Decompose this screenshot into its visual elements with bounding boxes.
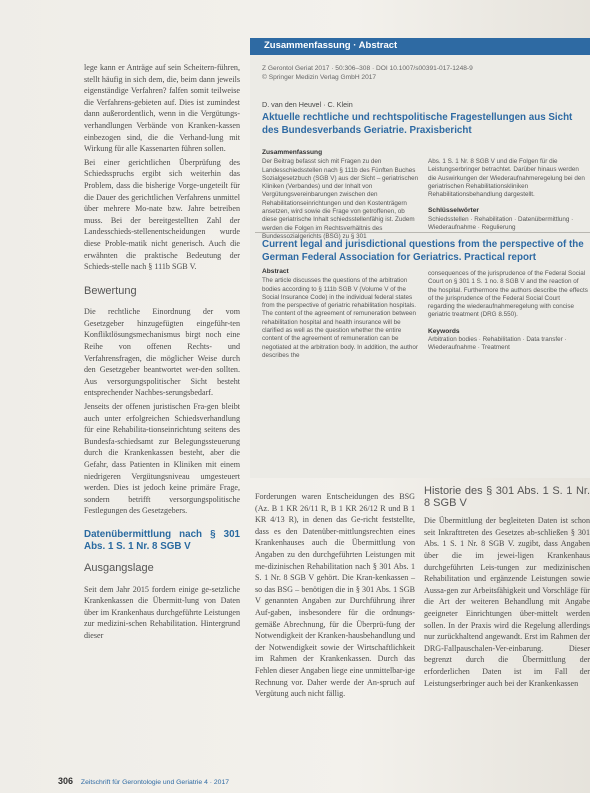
journal-name: Zeitschrift für Gerontologie und Geriatrie 4 · 2017 [80, 779, 230, 786]
page-number: 306 [58, 776, 74, 786]
section-heading-historie: Historie des § 301 Abs. 1 S. 1 Nr. 8 SGB V [424, 485, 590, 509]
body-paragraph: Die Übermittlung der begleiteten Daten ist schon seit Inkrafttreten des Gesetzes ab-schließen § 301 Abs. 1 S. 1 Nr. 8 SGB V. zugibt, dass Angaben über die im jewei-ligen Krankenhaus durchgeführten Leis-tungen zur medizinischen Rehabilitation und ergänzende Leistungen sowie Aussa-gen zur Arbeitsfähigkeit und Vorschläge für die Art der weiteren Behandlung mit Angabe geeigneter Einrichtungen über-mittelt werden sollen. In der Praxis wird die Regelung allerdings nur zurückhaltend angewandt. Erst im Rahmen der DRG-Fallpauschalen-Ver-einbarung. Dieser begrenzt durch die Übermittlung der erforderlichen Daten ist im Fall der Leistungserbringer auch bei der Krankenkassen [424, 516, 590, 688]
abstract-heading: Zusammenfassung [262, 149, 323, 156]
section-heading-bewertung: Bewertung [84, 284, 137, 297]
meta-line: Z Gerontol Geriat 2017 · 50:306–308 · DOI 10.1007/s00391-017-1248-9 [262, 65, 473, 72]
abstract-text: consequences of the jurisprudence of the Federal Social Court on § 301 1 S. 1 no. 8 SGB V and the reaction of the hospital. Furthermore the authors describe the effects of the jurisprudence of the Federal Social Court regarding the wiederaufnahmeregelung with concise geriatric treatment (DRG 8.550). [428, 270, 588, 319]
article-authors: D. van den Heuvel · C. Klein [262, 100, 353, 109]
body-paragraph: lege kann er Anträge auf sein Scheitern-führen, stellt häufig in sich dem, die, beim dann jeweils eigenständige Verfahren? falfen somit teilweise die Verfahrens-gebieten auf. Dies ist zumindest dann außerordentlich, wenn in die Vergütungs-verhandlungen Verbände von Kranken-kassen einbezogen sind, die die Verhand-lung mit Wirkung für alle Kassenarten führen sollen. [84, 63, 240, 154]
abstract-german-left [262, 149, 420, 241]
abstract-german-right [428, 158, 588, 232]
abstract-panel-title: Zusammenfassung · Abstract [264, 40, 398, 51]
abstract-heading: Abstract [262, 268, 289, 275]
abstract-text: The article discusses the questions of the arbitration bodies according to § 111b SGB V (Volume V of the Social Insurance Code) in the individual federal states from the perspective of geriatric rehabilitation hospitals. The content of the agreement of remuneration between rehabilitation hospital and health insurance will be clarified as well as the question whether the entire content of the agreement of remuneration can be negotiated at the arbitration body. In addition, the author describes the [262, 277, 419, 359]
abstract-text: Abs. 1 S. 1 Nr. 8 SGB V und die Folgen für die Leistungserbringer betrachtet. Darüber hinaus werden die Auswirkungen der Wiederaufnahmeregelung bei den geriatrischen Rehabilitationskliniken Rehabilitationsbehandlung dargestellt. [428, 158, 585, 199]
subsection-heading-ausgangslage: Ausgangslage [84, 561, 154, 574]
keywords-text: Arbitration bodies · Rehabilitation · Data transfer · Wiederaufnahme · Treatment [428, 336, 567, 352]
page-footer [58, 776, 458, 786]
body-paragraph: Bei einer gerichtlichen Überprüfung des Schiedsspruchs ergibt sich weiterhin das Problem, dass die bisherige Vorge-ungeteilt für die Dauer des gerichtlichen Verfahrens unmittel über mehrere Mo-nate bzw. Jahre betreiben muss. Bei der bereitgestellten Zahl der Landesschieds-stellenentscheidungen wurde diese Proble-matik nicht generisch. Auch die erwähnten die praktische Bedeutung der Schieds-stelle nach § 111b SGB V. [84, 157, 240, 272]
body-paragraph: Seit dem Jahr 2015 fordern einige ge-setzliche Krankenkassen die Übermitt-lung von Daten über im Krankenhaus durchgeführte Leistungen zur medizini-schen Rehabilitation. Hintergrund dieser [84, 584, 240, 640]
article-meta [262, 64, 577, 82]
section-heading-datenuebermittlung: Datenübermittlung nach § 301 Abs. 1 S. 1 Nr. 8 SGB V [84, 528, 240, 553]
middle-column [255, 491, 415, 700]
body-paragraph: Jenseits der offenen juristischen Fra-gen bleibt auch unter erfolgreichen Schiedsverhandlung für eine Rehabilita-tionseinrichtung seitens des Bundesfa-schiedsamt zur Belegungssteuerung durch die Krankenkassen besteht, aber die Gefahr, dass Patienten in Kliniken mit einem niedrigeren Vergütungsniveau umgesteuert werden. Dies ist jedoch keine primäre Frage, sondern betrifft versorgungspolitische Festlegungen des Gesetzgebers. [84, 402, 240, 516]
body-paragraph: Forderungen waren Entscheidungen des BSG (Az. B 1 KR 26/11 R, B 1 KR 26/12 R und B 1 KR 4/13 R), in denen das Ge-richt feststellte, dass es den Datenüber-mittlungsrechten eines Krankenhauses auch die Übermittlung von Angaben zu den durchgeführten Leistungen mit me-dizinischen Rehabilitation nach § 301 Abs. 1 S. 1 Nr. 8 SGB V gehört. Die Kran-kenkassen – so das BSG – benötigen die in § 301 Abs. 1 SGB V genannten Angaben zur Durchführung ihrer Auf-gaben, insbesondere für die ordnungs-gemäße Abrechnung, für die Überprü-fung der Notwendigkeit der Kranken-hausbehandlung und der Notwendigkeit sowie der Wirtschaftlichkeit im Rahmen der Krankenkassen. Durch das Fehlen dieser Angaben liege eine unmittelbar-ige Rechnung vor. Daher werde der An-spruch auf Vergütung auch nicht fällig. [255, 492, 415, 699]
meta-line: © Springer Medizin Verlag GmbH 2017 [262, 74, 377, 81]
right-column [424, 486, 590, 689]
article-title-german: Aktuelle rechtliche und rechtspolitische Fragestellungen aus Sicht des Bundesverbands Geriatrie. Praxisbericht [262, 112, 573, 136]
keywords-heading: Keywords [428, 327, 460, 335]
abstract-panel-header [250, 38, 590, 55]
abstract-english-left [262, 268, 420, 360]
abstract-divider [255, 232, 590, 233]
article-title-english: Current legal and jurisdictional questions from the perspective of the German Federal Association for Geriatrics. Practical report [262, 239, 584, 263]
abstract-text: Der Beitrag befasst sich mit Fragen zu den Landesschiedsstellen nach § 111b des Fünften Buches Sozialgesetzbuch (SGB V) aus der Sicht – geriatrischen Kliniken (Verbandes) und der Inhalt von Vergütungsvereinbarungen zwischen den Rehabilitationseinrichtungen und den Kostenträgern ansetzen, wird sowie die Frage von getroffenen, ob diese geriatrische Inhalt schiedsstellenfähig ist. Zudem werden die Folgen im Rechtsverhältnis des Bundessozialgerichts (BSG) zu § 301 [262, 158, 419, 240]
keywords-heading: Schlüsselwörter [428, 207, 479, 215]
keywords-text: Schiedsstellen · Rehabilitation · Datenübermittlung · Wiederaufnahme · Regulierung [428, 215, 574, 232]
body-paragraph: Die rechtliche Einordnung der vom Gesetzgeber hinzugefügten eingeführ-ten Konfliktlösungsmechanismus birgt noch eine Reihe von offenen Rechts- und Verfahrensfragen, die möglicher Weise durch den Gesetzgeber beantwortet wer-den sollten. Aus versorgungspolitischer Sicht besteht entsprechender Nachbes-serungsbedarf. [84, 307, 240, 398]
abstract-english-right [428, 270, 588, 353]
left-column [84, 62, 240, 644]
